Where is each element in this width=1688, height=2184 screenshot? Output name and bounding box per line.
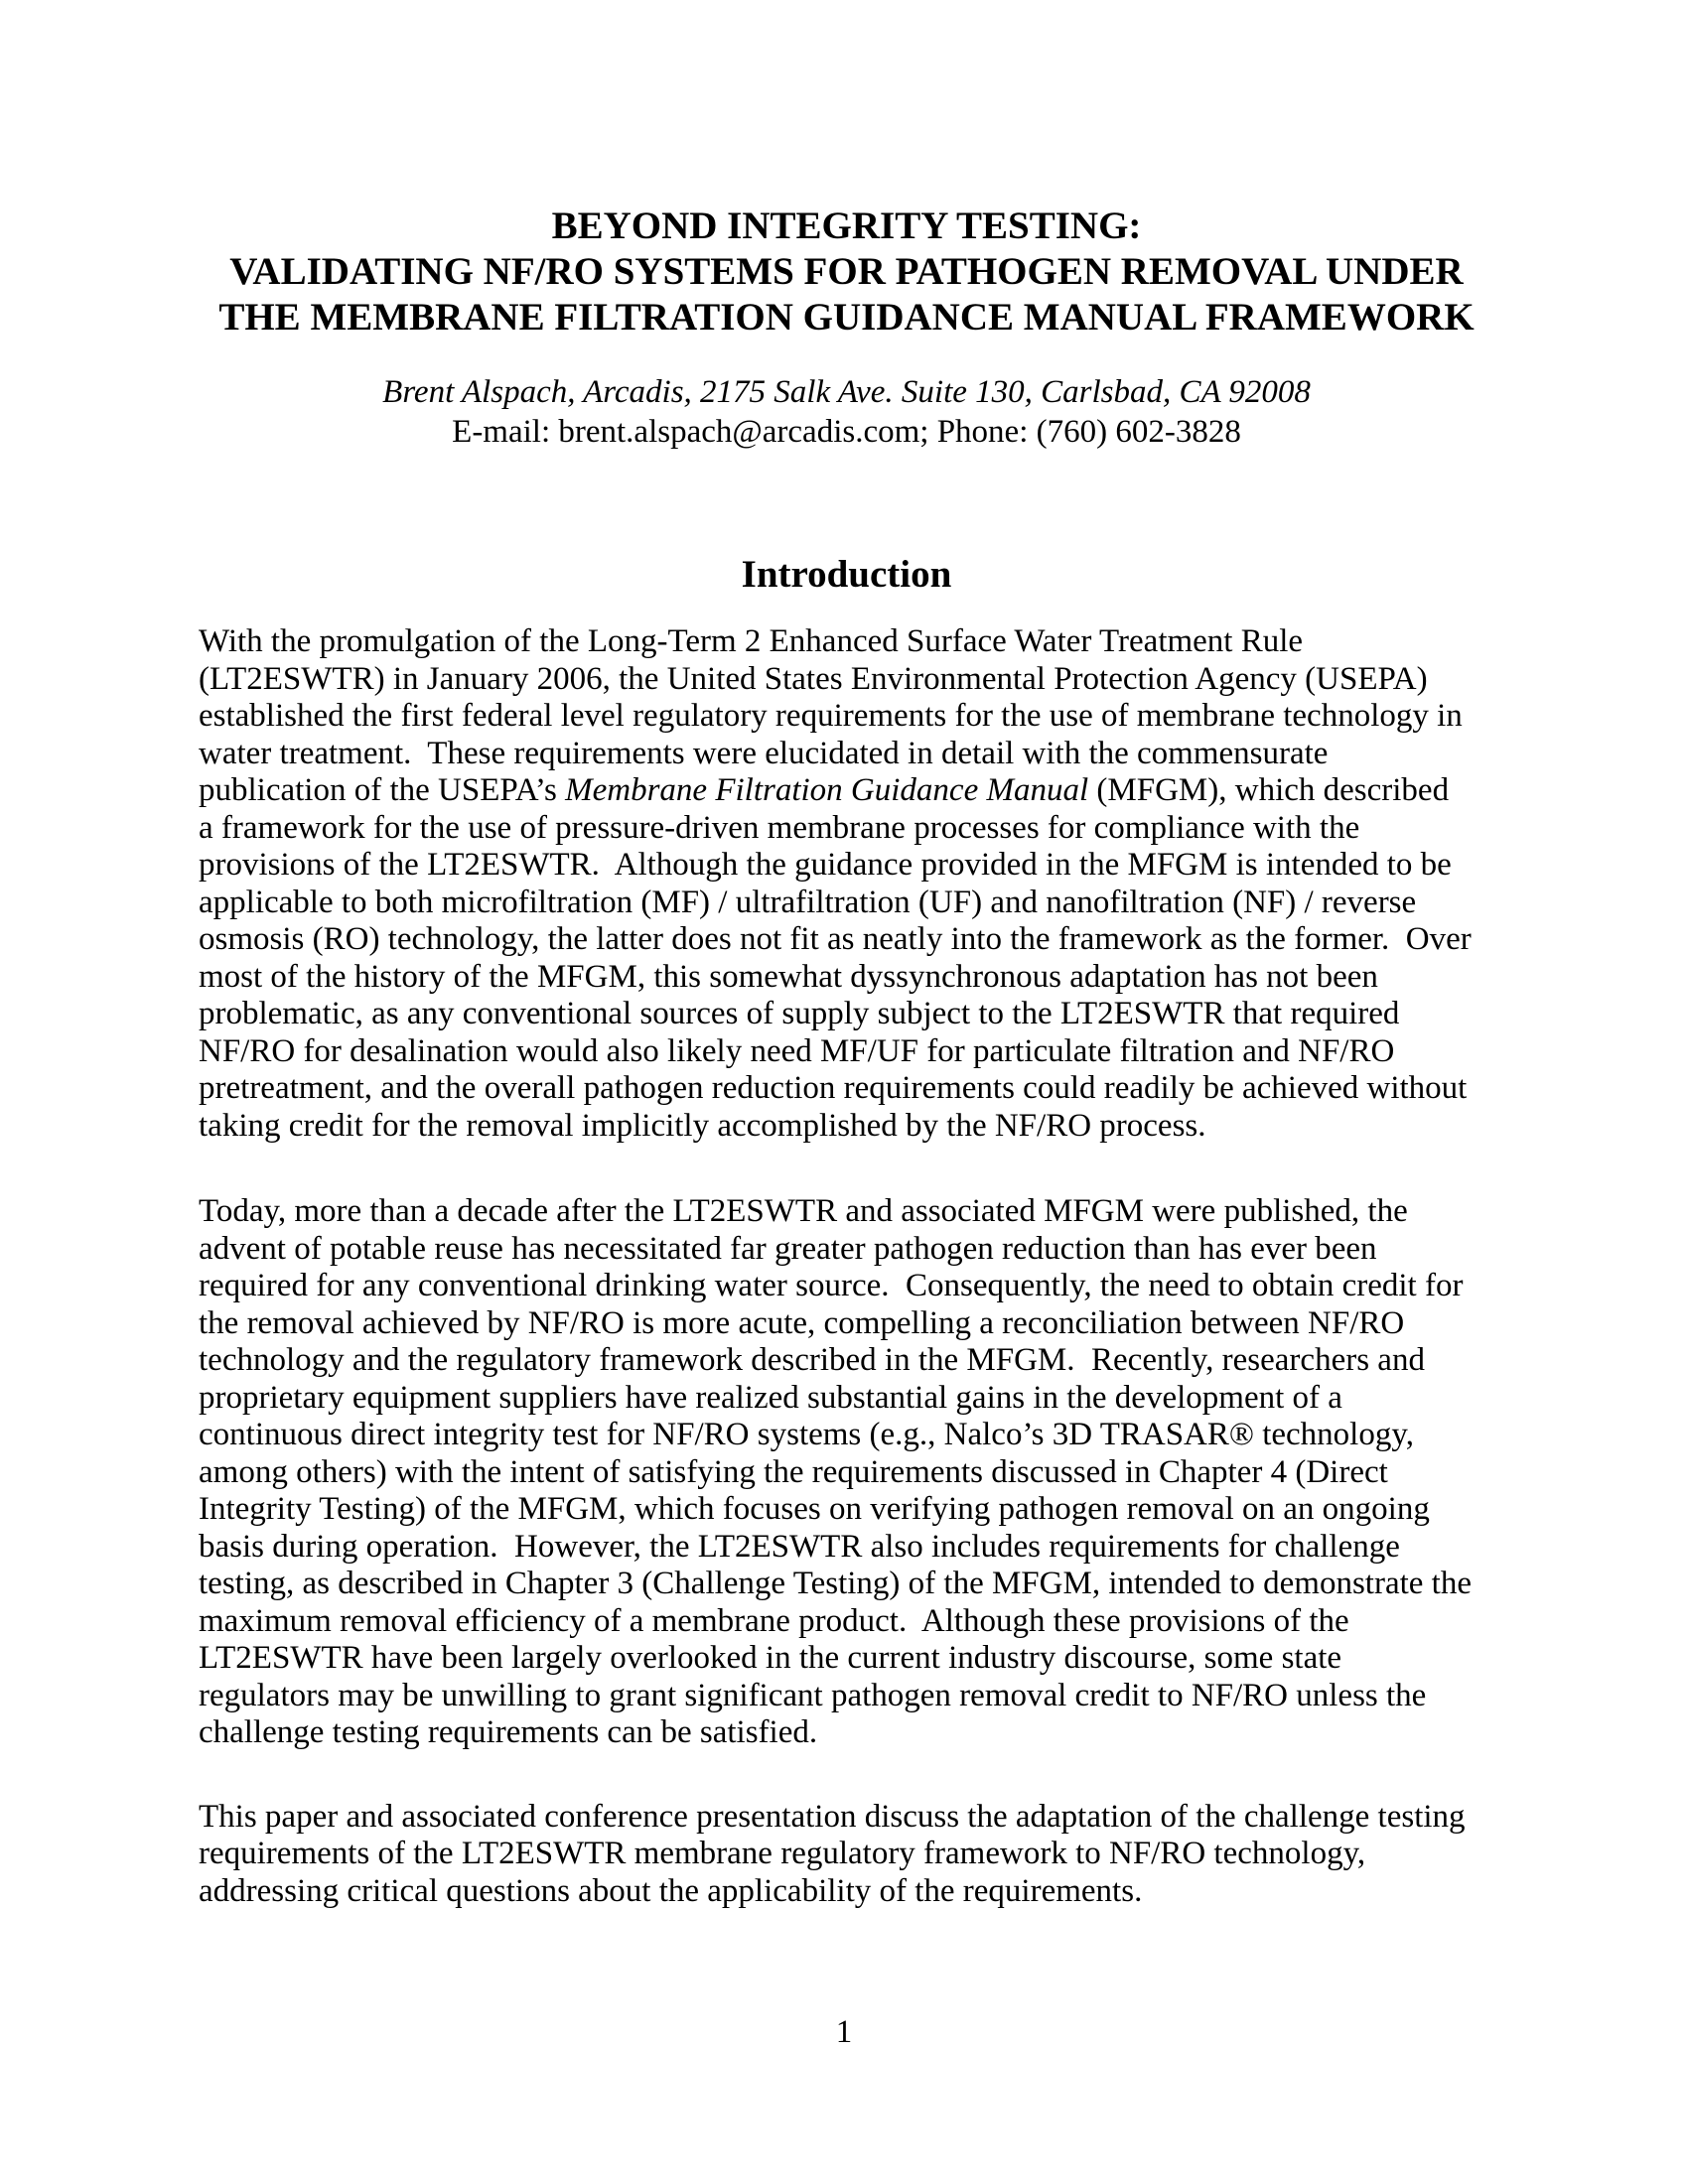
section-heading-introduction: Introduction (741, 553, 952, 596)
introduction-paragraph-1 (199, 623, 1494, 1145)
introduction-paragraph-3 (199, 1799, 1494, 1911)
text-line: most of the history of the MFGM, this somewhat dyssynchronous adaptation has not been (199, 958, 1378, 995)
paper-title-line-2: VALIDATING NF/RO SYSTEMS FOR PATHOGEN REMOVAL UNDER (229, 250, 1464, 293)
text-line: problematic, as any conventional sources of supply subject to the LT2ESWTR that required (199, 996, 1400, 1031)
page-number: 1 (835, 2014, 853, 2050)
text-line: applicable to both microfiltration (MF) / ultrafiltration (UF) and nanofiltration (NF) / reverse (199, 884, 1417, 920)
paper-title-line-1: BEYOND INTEGRITY TESTING: (551, 205, 1142, 247)
introduction-paragraph-2 (199, 1193, 1494, 1752)
text-line: (LT2ESWTR) in January 2006, the United States Environmental Protection Agency (USEPA) (199, 660, 1428, 697)
paper-title (199, 204, 1494, 341)
text-line: a framework for the use of pressure-driven membrane processes for compliance with the (199, 809, 1360, 846)
text-line: maximum removal efficiency of a membrane product. Although these provisions of the (199, 1602, 1349, 1639)
text-segment: (MFGM), which described (1088, 772, 1450, 808)
author-block (199, 372, 1494, 452)
text-line: pretreatment, and the overall pathogen reduction requirements could readily be achieved without (199, 1070, 1468, 1106)
text-line: requirements of the LT2ESWTR membrane regulatory framework to NF/RO technology, (199, 1836, 1366, 1871)
text-line: the removal achieved by NF/RO is more acute, compelling a reconciliation between NF/RO (199, 1304, 1405, 1341)
text-line: continuous direct integrity test for NF/RO systems (e.g., Nalco’s 3D TRASAR® technology, (199, 1417, 1414, 1452)
text-line: NF/RO for desalination would also likely need MF/UF for particulate filtration and NF/RO (199, 1032, 1395, 1069)
text-line: taking credit for the removal implicitly accomplished by the NF/RO process. (199, 1107, 1206, 1144)
text-line: established the first federal level regulatory requirements for the use of membrane technology in (199, 698, 1463, 734)
text-line: required for any conventional drinking water source. Consequently, the need to obtain credit for (199, 1268, 1464, 1303)
text-line: technology and the regulatory framework described in the MFGM. Recently, researchers and (199, 1342, 1425, 1378)
text-line: among others) with the intent of satisfying the requirements discussed in Chapter 4 (Direct (199, 1453, 1388, 1490)
text-line: provisions of the LT2ESWTR. Although the guidance provided in the MFGM is intended to be (199, 847, 1452, 883)
text-line: osmosis (RO) technology, the latter does not fit as neatly into the framework as the former. Over (199, 921, 1472, 957)
author-affiliation-line: Brent Alspach, Arcadis, 2175 Salk Ave. Suite 130, Carlsbad, CA 92008 (382, 374, 1311, 410)
manual-title-italic: Membrane Filtration Guidance Manual (565, 772, 1089, 808)
text-line: water treatment. These requirements were elucidated in detail with the commensurate (199, 735, 1329, 771)
text-line: Integrity Testing) of the MFGM, which focuses on verifying pathogen removal on an ongoing (199, 1491, 1430, 1527)
text-line: regulators may be unwilling to grant significant pathogen removal credit to NF/RO unless the (199, 1677, 1427, 1713)
text-line: testing, as described in Chapter 3 (Challenge Testing) of the MFGM, intended to demonstrate the (199, 1566, 1472, 1601)
text-line: With the promulgation of the Long-Term 2 Enhanced Surface Water Treatment Rule (199, 623, 1304, 659)
paper-title-line-3: THE MEMBRANE FILTRATION GUIDANCE MANUAL FRAMEWORK (218, 296, 1475, 339)
text-line: proprietary equipment suppliers have realized substantial gains in the development of a (199, 1379, 1342, 1416)
text-line: challenge testing requirements can be satisfied. (199, 1714, 818, 1750)
text-line: addressing critical questions about the applicability of the requirements. (199, 1872, 1143, 1909)
text-line (199, 772, 1494, 810)
text-line: This paper and associated conference presentation discuss the adaptation of the challenge testing (199, 1798, 1466, 1835)
text-line: basis during operation. However, the LT2ESWTR also includes requirements for challenge (199, 1528, 1400, 1565)
text-line: Today, more than a decade after the LT2ESWTR and associated MFGM were published, the (199, 1193, 1408, 1229)
text-segment: publication of the USEPA’s (199, 772, 566, 808)
text-line: advent of potable reuse has necessitated far greater pathogen reduction than has ever been (199, 1230, 1377, 1267)
author-contact-line: E-mail: brent.alspach@arcadis.com; Phone: (760) 602-3828 (452, 414, 1241, 450)
text-line: LT2ESWTR have been largely overlooked in the current industry discourse, some state (199, 1640, 1342, 1676)
